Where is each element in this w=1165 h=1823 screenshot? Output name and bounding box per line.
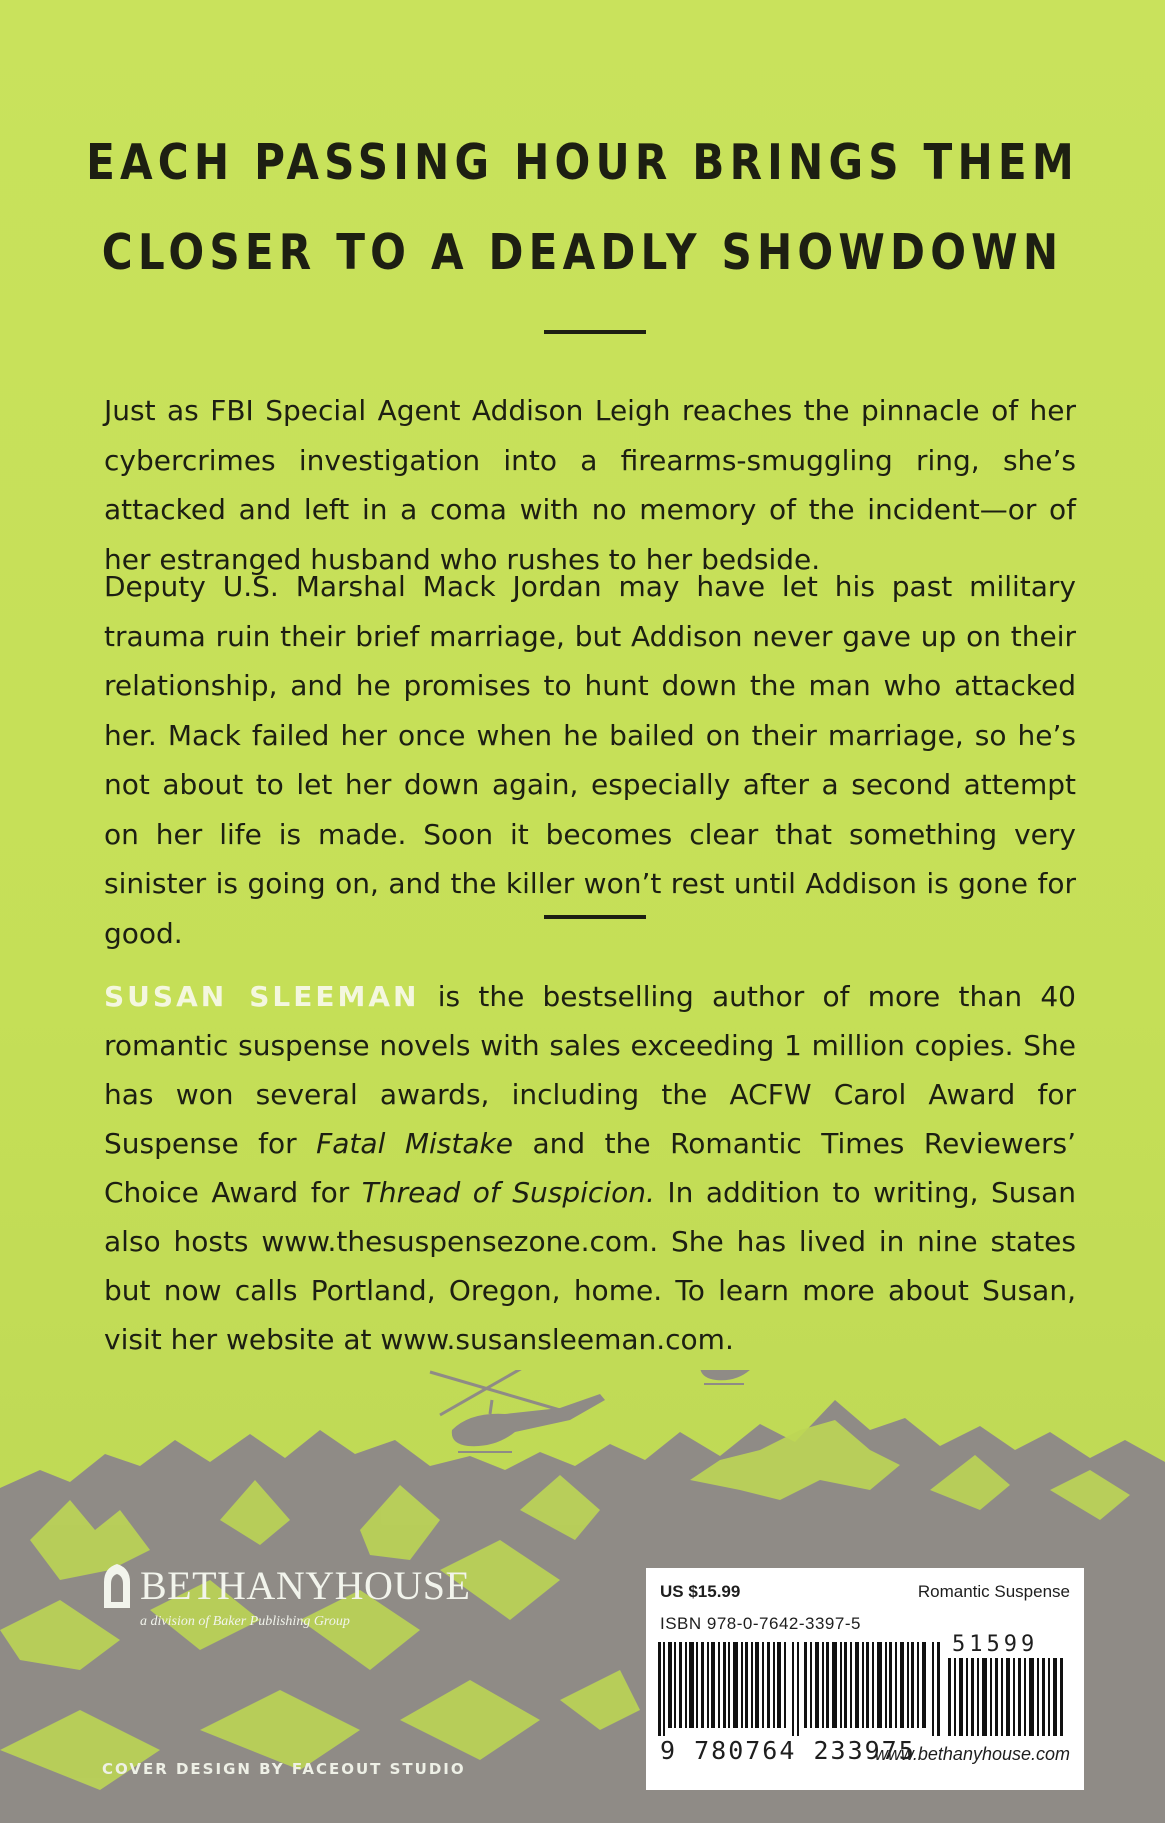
barcode-label (646, 1568, 1084, 1790)
author-bio (104, 972, 1076, 1364)
bio-text-a: is the bestselling author of more than 40 romantic suspense novels with sales exceeding 1 million copies. She has won several awards, including the ACFW Carol Award for Suspense for (104, 980, 1077, 1160)
blurb-paragraph-1 (104, 386, 1076, 584)
price-addon-barcode (948, 1658, 1066, 1736)
bethany-house-icon (100, 1562, 134, 1610)
headline-line-1: EACH PASSING HOUR BRINGS THEM (86, 134, 1079, 191)
bio-text-c: In addition to writing, Susan also hosts www.thesuspensezone.com. She has lived in nine states but now calls Portland, Oregon, home. To learn more about Susan, visit her website at www.susansleeman.com. (104, 1176, 1076, 1356)
isbn: ISBN 978-0-7642-3397-5 (660, 1614, 861, 1633)
ean-barcode (658, 1642, 940, 1736)
headline (82, 118, 1084, 298)
publisher-name: BETHANYHOUSE (140, 1563, 471, 1608)
author-name: SUSAN SLEEMAN (104, 980, 420, 1013)
barcode-number: 9 780764 233975 (660, 1736, 916, 1765)
price: US $15.99 (660, 1582, 741, 1601)
book-title-fatal-mistake: Fatal Mistake (316, 1127, 513, 1160)
publisher-website: www.bethanyhouse.com (874, 1744, 1070, 1764)
cover-design-credit: COVER DESIGN BY FACEOUT STUDIO (102, 1760, 466, 1778)
blurb-paragraph-1-text: Just as FBI Special Agent Addison Leigh reaches the pinnacle of her cybercrimes investigation into a firearms-smuggling ring, she’s attacked and left in a coma with no memory of the incident—or of her estranged husband who rushes to her bedside. (104, 394, 1076, 576)
divider-bottom (544, 915, 646, 919)
publisher-tagline: a division of Baker Publishing Group (140, 1614, 350, 1629)
divider-top (544, 330, 646, 334)
addon-number: 51599 (952, 1632, 1039, 1657)
bio-text-b: and the Romantic Times Reviewers’ Choice Award for (104, 1127, 1077, 1209)
genre: Romantic Suspense (917, 1582, 1070, 1601)
blurb-paragraph-2-text: Deputy U.S. Marshal Mack Jordan may have let his past military trauma ruin their brief marriage, but Addison never gave up on their relationship, and he promises to hunt down the man who attacked her. Mack failed her once when he bailed on their marriage, so he’s not about to let her down again, especially after a second attempt on her life is made. Soon it becomes clear that something very sinister is going on, and the killer won’t rest until Addison is gone for good. (104, 570, 1076, 950)
headline-line-2: CLOSER TO A DEADLY SHOWDOWN (101, 224, 1064, 281)
book-title-thread-of-suspicion: Thread of Suspicion. (361, 1176, 655, 1209)
blurb-paragraph-2 (104, 562, 1076, 958)
helicopter-large-icon (430, 1370, 605, 1452)
helicopter-small-icon (680, 1370, 792, 1384)
